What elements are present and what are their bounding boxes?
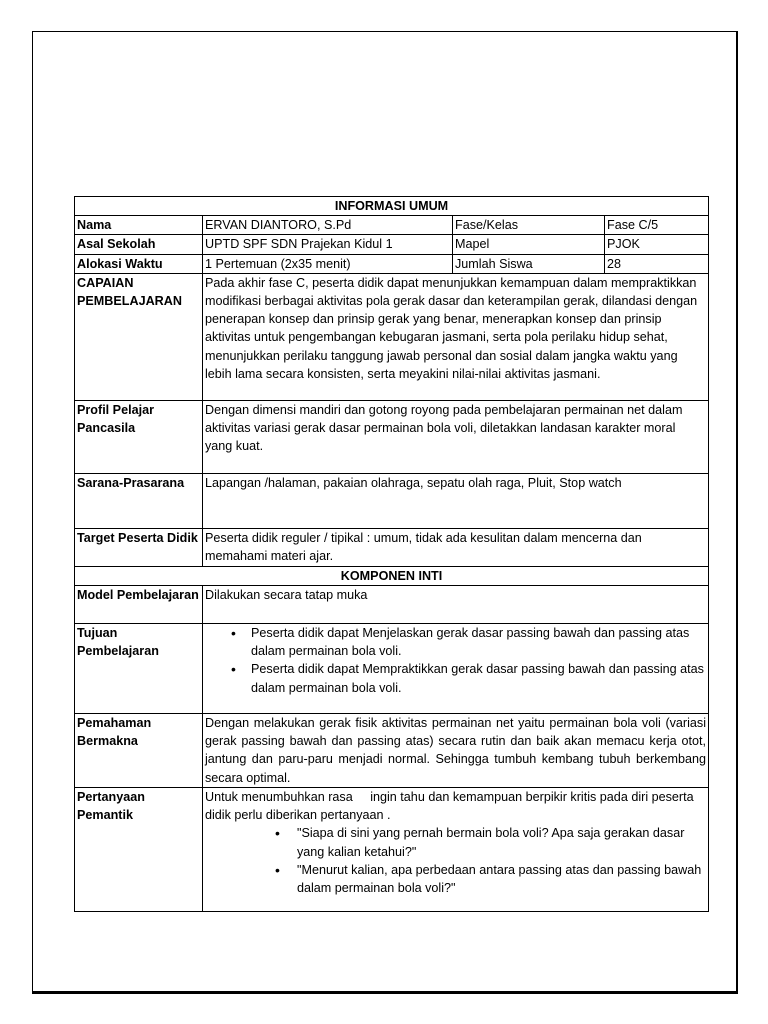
value-asal-sekolah: UPTD SPF SDN Prajekan Kidul 1 (203, 235, 453, 254)
label-capaian: CAPAIAN PEMBELAJARAN (75, 273, 203, 400)
tujuan-item-1: • Peserta didik dapat Menjelaskan gerak dasar passing bawah dan passing atas dalam permainan bola voli. (205, 624, 706, 660)
profil-line-1: Dengan dimensi mandiri dan gotong royong pada pembelajaran permainan net dalam aktivitas variasi gerak dasar permainan bola voli, diletakkan landasan karakter moral (205, 402, 683, 436)
tujuan-cell (203, 624, 709, 714)
info-row-alokasi-waktu (75, 254, 709, 273)
label-tujuan: Tujuan Pembelajaran (75, 624, 203, 714)
label-nama: Nama (75, 216, 203, 235)
value-mapel: PJOK (605, 235, 709, 254)
info-row-nama (75, 216, 709, 235)
label-profil: Profil Pelajar Pancasila (75, 400, 203, 473)
lesson-plan-table (74, 196, 709, 912)
tujuan-list (205, 624, 706, 697)
label-pertanyaan: Pertanyaan Pemantik (75, 788, 203, 912)
tujuan-row (75, 624, 709, 714)
pertanyaan-intro: Untuk menumbuhkan rasa ingin tahu dan kemampuan berpikir kritis pada diri peserta didik perlu diberikan pertanyaan . (205, 790, 698, 823)
pertanyaan-item-2: • "Menurut kalian, apa perbedaan antara passing atas dan passing bawah dalam permainan bola voli?" (205, 861, 706, 897)
target-text: Peserta didik reguler / tipikal : umum, tidak ada kesulitan dalam mencerna dan memahami materi ajar. (203, 528, 709, 566)
model-text: Dilakukan secara tatap muka (203, 586, 709, 624)
value-fase-kelas: Fase C/5 (605, 216, 709, 235)
sarana-row (75, 473, 709, 528)
capaian-text: Pada akhir fase C, peserta didik dapat menunjukkan kemampuan dalam mempraktikkan modifikasi berbagai aktivitas pola gerak dasar dan keterampilan gerak, dilandasi dengan penerapan konsep dan prinsip gerak yang benar, menerapkan konsep dan prinsip aktivitas untuk pengembangan kebugaran jasmani, serta pola perilaku hidup sehat, menunjukkan perilaku tanggung jawab personal dan sosial dalam jangka waktu yang lebih lama secara konsisten, serta meyakini nilai-nilai aktivitas jasmani. (203, 273, 709, 400)
label-model: Model Pembelajaran (75, 586, 203, 624)
informasi-umum-heading: INFORMASI UMUM (75, 197, 709, 216)
pertanyaan-list (205, 824, 706, 897)
label-jumlah-siswa: Jumlah Siswa (453, 254, 605, 273)
pertanyaan-item-1: • "Siapa di sini yang pernah bermain bola voli? Apa saja gerakan dasar yang kalian ketahui?" (205, 824, 706, 860)
target-row (75, 528, 709, 566)
profil-text (203, 400, 709, 473)
komponen-inti-heading: KOMPONEN INTI (75, 566, 709, 585)
profil-row (75, 400, 709, 473)
komponen-inti-header-row (75, 566, 709, 585)
informasi-umum-header-row (75, 197, 709, 216)
label-fase-kelas: Fase/Kelas (453, 216, 605, 235)
profil-line-2: yang kuat. (205, 439, 264, 454)
info-row-asal-sekolah (75, 235, 709, 254)
label-pemahaman: Pemahaman Bermakna (75, 714, 203, 788)
label-alokasi-waktu: Alokasi Waktu (75, 254, 203, 273)
value-jumlah-siswa: 28 (605, 254, 709, 273)
capaian-row (75, 273, 709, 400)
label-mapel: Mapel (453, 235, 605, 254)
sarana-text: Lapangan /halaman, pakaian olahraga, sepatu olah raga, Pluit, Stop watch (203, 473, 709, 528)
value-nama: ERVAN DIANTORO, S.Pd (203, 216, 453, 235)
label-target: Target Peserta Didik (75, 528, 203, 566)
model-row (75, 586, 709, 624)
label-sarana: Sarana-Prasarana (75, 473, 203, 528)
tujuan-item-2: • Peserta didik dapat Mempraktikkan gerak dasar passing bawah dan passing atas dalam permainan bola voli. (205, 660, 706, 696)
pertanyaan-cell (203, 788, 709, 912)
pemahaman-text: Dengan melakukan gerak fisik aktivitas permainan net yaitu permainan bola voli (variasi gerak passing bawah dan passing atas) secara rutin dan baik akan memacu kerja otot, jantung dan paru-paru menjadi normal. Sehingga tumbuh kembang tubuh berkembang secara optimal. (203, 714, 709, 788)
label-asal-sekolah: Asal Sekolah (75, 235, 203, 254)
value-alokasi-waktu: 1 Pertemuan (2x35 menit) (203, 254, 453, 273)
pemahaman-row (75, 714, 709, 788)
pertanyaan-row (75, 788, 709, 912)
